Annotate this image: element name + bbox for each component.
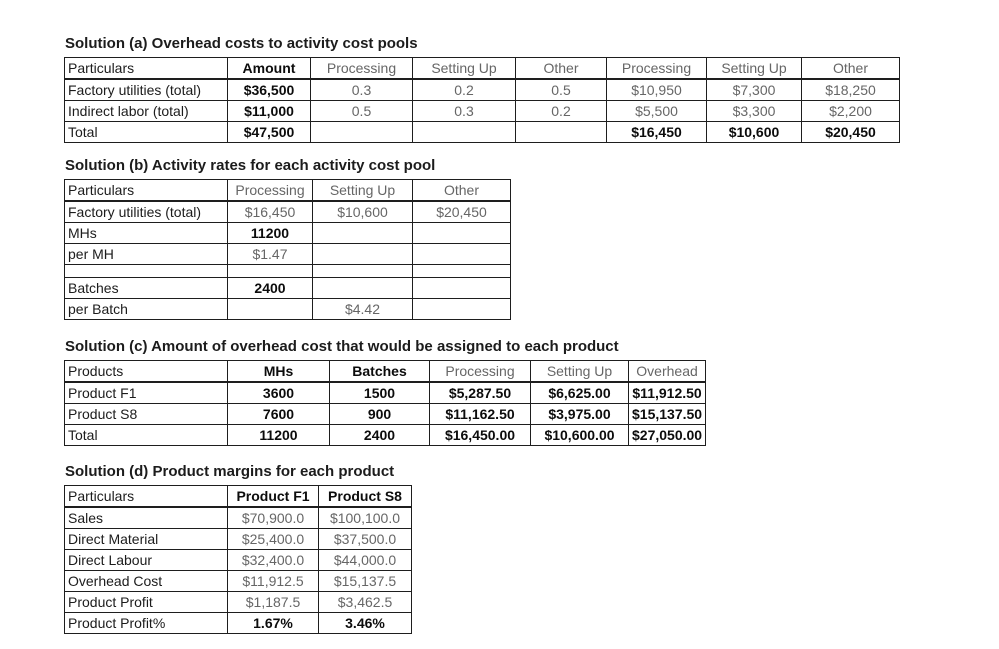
cell: Total [65,122,228,143]
table-row [65,244,511,265]
header-cell: Processing [430,361,531,383]
cell [413,223,511,244]
cell: Direct Labour [65,550,228,571]
cell [313,265,413,278]
header-cell: Other [413,180,511,202]
cell: $15,137.5 [319,571,412,592]
cell: $7,300 [707,79,802,101]
solution-b-section [64,158,511,320]
cell: 2400 [228,278,313,299]
cell: 3600 [228,382,330,404]
cell: $32,400.0 [228,550,319,571]
cell: 3.46% [319,613,412,634]
cell: $20,450 [413,201,511,223]
cell: Product F1 [65,382,228,404]
header-cell: Setting Up [707,58,802,80]
cell: 1.67% [228,613,319,634]
cell: Indirect labor (total) [65,101,228,122]
cell [313,244,413,265]
cell: $10,600.00 [531,425,629,446]
cell [65,265,228,278]
cell [413,265,511,278]
cell: Factory utilities (total) [65,79,228,101]
cell: $11,912.5 [228,571,319,592]
cell: $5,500 [607,101,707,122]
cell: 2400 [330,425,430,446]
table-row [65,425,706,446]
cell: 1500 [330,382,430,404]
cell [311,122,413,143]
header-cell: Products [65,361,228,383]
table-row [65,529,412,550]
solution-a-title: Solution (a) Overhead costs to activity cost pools [65,35,418,52]
cell: 0.2 [516,101,607,122]
cell: $11,912.50 [629,382,706,404]
solution-a-table [64,57,900,143]
solution-c-title: Solution (c) Amount of overhead cost that would be assigned to each product [65,338,619,355]
cell: $1,187.5 [228,592,319,613]
cell: $37,500.0 [319,529,412,550]
solution-b-title: Solution (b) Activity rates for each activity cost pool [65,157,436,174]
table-row [65,278,511,299]
header-cell: Particulars [65,486,228,508]
cell: Overhead Cost [65,571,228,592]
header-cell: Processing [311,58,413,80]
table-row [65,571,412,592]
cell: Sales [65,507,228,529]
solution-d-section [64,464,412,634]
table-row [65,299,511,320]
header-cell: Setting Up [413,58,516,80]
header-row [65,180,511,202]
cell [413,244,511,265]
cell: Total [65,425,228,446]
cell: 900 [330,404,430,425]
cell: 11200 [228,223,313,244]
cell: $47,500 [228,122,311,143]
cell [516,122,607,143]
table-row [65,223,511,244]
solution-c-section [64,339,706,446]
cell: $15,137.50 [629,404,706,425]
table-row [65,79,900,101]
cell: $11,162.50 [430,404,531,425]
cell: $10,600 [707,122,802,143]
header-row [65,486,412,508]
solution-a-section [64,36,900,143]
cell: 0.3 [413,101,516,122]
header-cell: Particulars [65,180,228,202]
cell: $3,975.00 [531,404,629,425]
cell: Product Profit [65,592,228,613]
cell: Batches [65,278,228,299]
spacer-row [65,265,511,278]
cell: $3,300 [707,101,802,122]
table-row [65,201,511,223]
table-row [65,101,900,122]
cell [313,223,413,244]
cell: $4.42 [313,299,413,320]
solution-d-table [64,485,412,634]
header-cell: Other [802,58,900,80]
cell: MHs [65,223,228,244]
solution-b-table [64,179,511,320]
cell: $25,400.0 [228,529,319,550]
cell: 7600 [228,404,330,425]
table-row [65,613,412,634]
cell: $2,200 [802,101,900,122]
cell: $16,450 [228,201,313,223]
solution-d-title: Solution (d) Product margins for each product [65,463,395,480]
table-row [65,382,706,404]
table-row [65,592,412,613]
cell: $20,450 [802,122,900,143]
header-cell: Product S8 [319,486,412,508]
cell: 0.5 [311,101,413,122]
cell: Product S8 [65,404,228,425]
cell [413,278,511,299]
cell: $44,000.0 [319,550,412,571]
cell: $10,950 [607,79,707,101]
header-cell: Product F1 [228,486,319,508]
cell [413,299,511,320]
header-row [65,58,900,80]
table-row [65,550,412,571]
header-cell: Batches [330,361,430,383]
cell: Direct Material [65,529,228,550]
cell: per Batch [65,299,228,320]
header-cell: Setting Up [313,180,413,202]
cell: Factory utilities (total) [65,201,228,223]
cell [413,122,516,143]
cell [228,265,313,278]
table-row [65,507,412,529]
table-row [65,122,900,143]
cell: $18,250 [802,79,900,101]
cell: $36,500 [228,79,311,101]
cell [313,278,413,299]
header-cell: Overhead [629,361,706,383]
cell: 0.5 [516,79,607,101]
header-cell: Processing [607,58,707,80]
header-cell: Particulars [65,58,228,80]
cell: $1.47 [228,244,313,265]
cell: $11,000 [228,101,311,122]
cell: $6,625.00 [531,382,629,404]
solution-c-table [64,360,706,446]
cell: $10,600 [313,201,413,223]
cell: 11200 [228,425,330,446]
header-cell: Processing [228,180,313,202]
cell: $27,050.00 [629,425,706,446]
cell: $100,100.0 [319,507,412,529]
cell: $70,900.0 [228,507,319,529]
header-cell: Other [516,58,607,80]
header-cell: MHs [228,361,330,383]
cell: Product Profit% [65,613,228,634]
cell: 0.2 [413,79,516,101]
header-row [65,361,706,383]
table-row [65,404,706,425]
cell: 0.3 [311,79,413,101]
cell: $16,450.00 [430,425,531,446]
cell: $5,287.50 [430,382,531,404]
cell: $3,462.5 [319,592,412,613]
header-cell: Amount [228,58,311,80]
cell: $16,450 [607,122,707,143]
cell [228,299,313,320]
cell: per MH [65,244,228,265]
header-cell: Setting Up [531,361,629,383]
